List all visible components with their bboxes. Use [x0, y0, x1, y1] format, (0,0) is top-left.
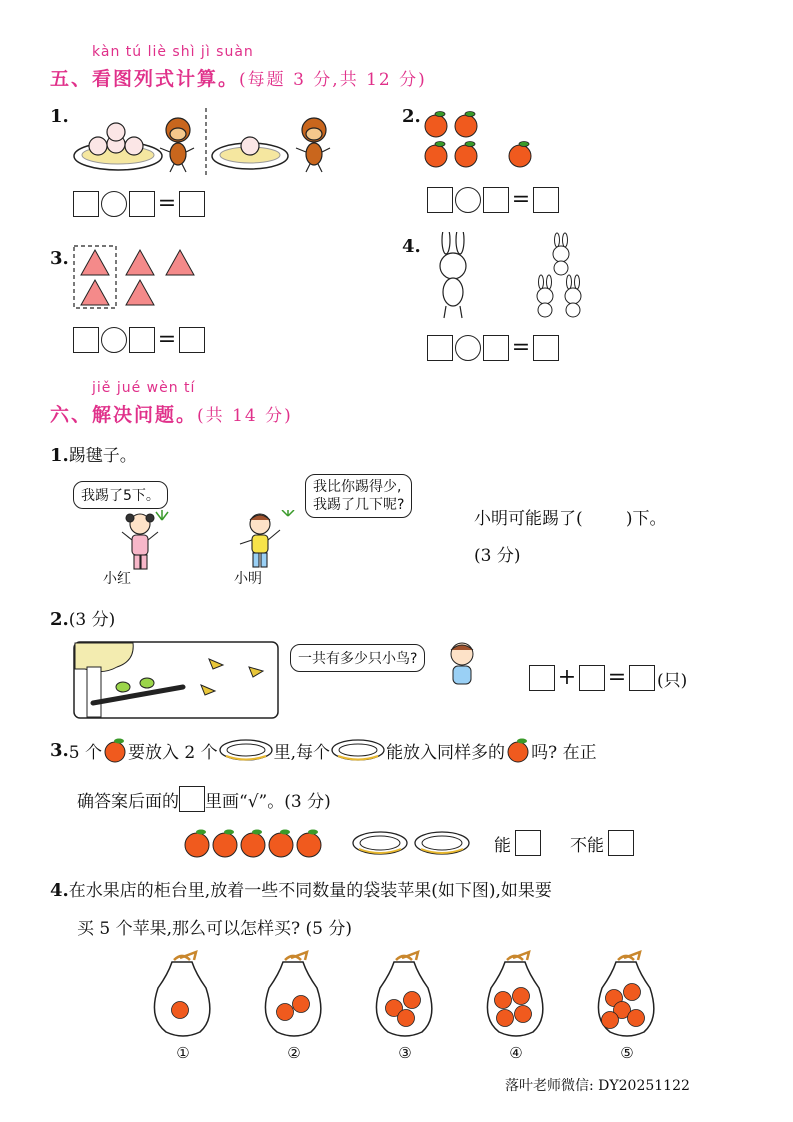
- apple-icon: [425, 115, 531, 167]
- q3-number: 3.: [50, 248, 69, 269]
- apple-icon: [293, 996, 310, 1013]
- q2-apples: [420, 104, 550, 174]
- apple-icon: [505, 737, 531, 763]
- two-plates: [352, 828, 472, 860]
- plate-icon: [218, 737, 274, 763]
- bag-icon: [483, 948, 549, 1040]
- q1-equation: [73, 191, 205, 217]
- boy-face-icon: [442, 640, 482, 690]
- section6-note: (共 14 分): [197, 406, 293, 426]
- bag-label: ③: [398, 1044, 412, 1062]
- apple-icon: [277, 1004, 294, 1021]
- p2-number: 2.: [50, 609, 69, 630]
- triangle-icon: [81, 250, 194, 305]
- answer-box[interactable]: [529, 665, 555, 691]
- apple-icon: [185, 833, 321, 857]
- peach-icon: [89, 123, 143, 155]
- option-no-box[interactable]: [608, 830, 634, 856]
- equals-sign: =: [157, 327, 177, 352]
- bag-tie-icon: [507, 952, 529, 960]
- girl-icon: [122, 514, 158, 569]
- p2-heading: [50, 605, 115, 630]
- plate-icon: [415, 832, 469, 854]
- bag-tie-icon: [618, 952, 640, 960]
- answer-box[interactable]: [579, 665, 605, 691]
- equals-sign: =: [157, 191, 177, 216]
- answer-box[interactable]: [533, 187, 559, 213]
- p4-number: 4.: [50, 880, 69, 901]
- five-apples: [183, 826, 333, 860]
- option-no-label: 不能: [570, 835, 604, 856]
- p3-line1: [50, 737, 597, 763]
- apple-icon: [102, 737, 128, 763]
- section5-title: 五、看图列式计算: [50, 68, 219, 90]
- apple-bag: [261, 948, 327, 1062]
- bubble-line: 我比你踢得少,: [313, 479, 402, 495]
- section5-dot: 。: [218, 68, 240, 90]
- section6-title: 六、解决问题: [50, 404, 177, 426]
- p3-line2: [77, 786, 331, 812]
- answer-box[interactable]: [179, 191, 205, 217]
- answer-box[interactable]: [73, 191, 99, 217]
- section6-dot: 。: [176, 404, 198, 426]
- bag-label: ②: [287, 1044, 301, 1062]
- name-hong: 小红: [103, 571, 131, 587]
- p4-line2: 买 5 个苹果,那么可以怎样买? (5 分): [77, 919, 353, 939]
- q4-equation: [427, 335, 559, 361]
- apple-icon: [515, 1006, 532, 1023]
- answer-box[interactable]: [73, 327, 99, 353]
- q1-number: 1.: [50, 106, 69, 127]
- plate-icon: [330, 737, 386, 763]
- bag-label: ①: [176, 1044, 190, 1062]
- answer-box[interactable]: [533, 335, 559, 361]
- bag-icon: [372, 948, 438, 1040]
- shuttlecock-icon: [156, 510, 168, 520]
- plus-sign: +: [557, 665, 577, 690]
- answer-box[interactable]: [129, 191, 155, 217]
- kids-illustration: [110, 510, 310, 585]
- p3-text: 能放入同样多的: [386, 742, 506, 763]
- rabbit-icon: [553, 233, 569, 275]
- p3-text: 里,每个: [273, 742, 331, 763]
- bag-tie-icon: [174, 952, 196, 960]
- bag-tie-icon: [396, 952, 418, 960]
- q4-number: 4.: [402, 236, 421, 257]
- p1-score: (3 分): [474, 546, 521, 566]
- bubble-line: 我踢了几下呢?: [313, 497, 405, 513]
- option-yes-box[interactable]: [515, 830, 541, 856]
- apple-icon: [513, 988, 530, 1005]
- p2-equation: [529, 665, 687, 691]
- apple-icon: [495, 992, 512, 1009]
- apple-bag: [483, 948, 549, 1062]
- operator-circle[interactable]: [101, 191, 127, 217]
- leaf-icon: [435, 112, 529, 147]
- speech-bubble-birds: 一共有多少只小鸟?: [290, 644, 425, 672]
- p4-line1: [50, 876, 552, 901]
- equals-sign: =: [511, 335, 531, 360]
- p2-unit: (只): [657, 670, 688, 691]
- apple-bag: [150, 948, 216, 1062]
- apple-icon: [497, 1010, 514, 1027]
- bag-label: ⑤: [620, 1044, 634, 1062]
- bag-icon: [150, 948, 216, 1040]
- q2-number: 2.: [402, 106, 421, 127]
- apple-icon: [172, 1002, 189, 1019]
- p3-text: 确答案后面的: [77, 791, 179, 812]
- monkey-icon: [160, 118, 194, 172]
- p3-text: 要放入 2 个: [128, 742, 218, 763]
- speech-bubble-ming: [305, 474, 412, 518]
- section6-heading: [50, 400, 293, 427]
- q3-equation: [73, 327, 205, 353]
- section5-heading: [50, 64, 427, 91]
- p1-answer: 小明可能踢了( )下。: [474, 509, 667, 529]
- option-yes-label: 能: [494, 835, 511, 856]
- apple-bag: [372, 948, 438, 1062]
- p3-text: 吗? 在正: [531, 742, 597, 763]
- apple-icon: [398, 1010, 415, 1027]
- p3-number: 3.: [50, 739, 69, 761]
- apple-icon: [624, 984, 641, 1001]
- section5-pinyin: kàn tú liè shì jì suàn: [92, 44, 254, 60]
- answer-box[interactable]: [629, 665, 655, 691]
- apple-bag: [594, 948, 660, 1062]
- plate-icon: [353, 832, 407, 854]
- bag-label: ④: [509, 1044, 523, 1062]
- answer-box[interactable]: [483, 335, 509, 361]
- p3-text: 里画“√”。(3 分): [205, 791, 331, 812]
- apple-icon: [628, 1010, 645, 1027]
- equals-sign: =: [511, 187, 531, 212]
- p3-text: 5 个: [68, 742, 103, 763]
- apple-icon: [602, 1012, 619, 1029]
- equals-sign: =: [607, 665, 627, 690]
- p1-heading: [50, 441, 137, 466]
- leaf-icon: [196, 830, 318, 835]
- name-ming: 小明: [234, 571, 262, 587]
- section5-note: (每题 3 分,共 12 分): [239, 70, 427, 90]
- monkey-icon: [296, 118, 330, 172]
- boy-icon: [240, 514, 280, 567]
- option-no: [570, 830, 634, 856]
- apple-bags: [150, 948, 660, 1062]
- plate-icon: [212, 137, 288, 169]
- watermark: 落叶老师微信: DY20251122: [505, 1078, 690, 1094]
- p1-number: 1.: [50, 445, 69, 466]
- q2-equation: [427, 187, 559, 213]
- shuttlecock-icon: [282, 510, 294, 516]
- answer-box-icon: [179, 786, 205, 812]
- option-yes: [494, 830, 541, 856]
- apple-icon: [404, 992, 421, 1009]
- operator-circle[interactable]: [101, 327, 127, 353]
- p1-title: 踢毽子。: [68, 446, 137, 466]
- speech-bubble-hong: 我踢了5下。: [73, 481, 168, 509]
- q1-illustration: [70, 108, 370, 178]
- operator-circle[interactable]: [455, 187, 481, 213]
- rabbit-icon: [565, 275, 581, 317]
- answer-box[interactable]: [483, 187, 509, 213]
- q4-rabbits: [420, 232, 600, 324]
- section6-pinyin: jiě jué wèn tí: [92, 380, 196, 396]
- answer-box[interactable]: [129, 327, 155, 353]
- answer-box[interactable]: [427, 187, 453, 213]
- operator-circle[interactable]: [455, 335, 481, 361]
- bag-tie-icon: [285, 952, 307, 960]
- bag-icon: [594, 948, 660, 1040]
- rabbit-icon: [537, 275, 553, 317]
- answer-box[interactable]: [179, 327, 205, 353]
- rabbit-icon: [440, 232, 466, 318]
- answer-box[interactable]: [427, 335, 453, 361]
- p4-text: 在水果店的柜台里,放着一些不同数量的袋装苹果(如下图),如果要: [68, 881, 552, 901]
- p2-score: (3 分): [68, 610, 116, 630]
- bag-icon: [261, 948, 327, 1040]
- birds-scene: [73, 641, 279, 719]
- q3-triangles: [72, 242, 202, 312]
